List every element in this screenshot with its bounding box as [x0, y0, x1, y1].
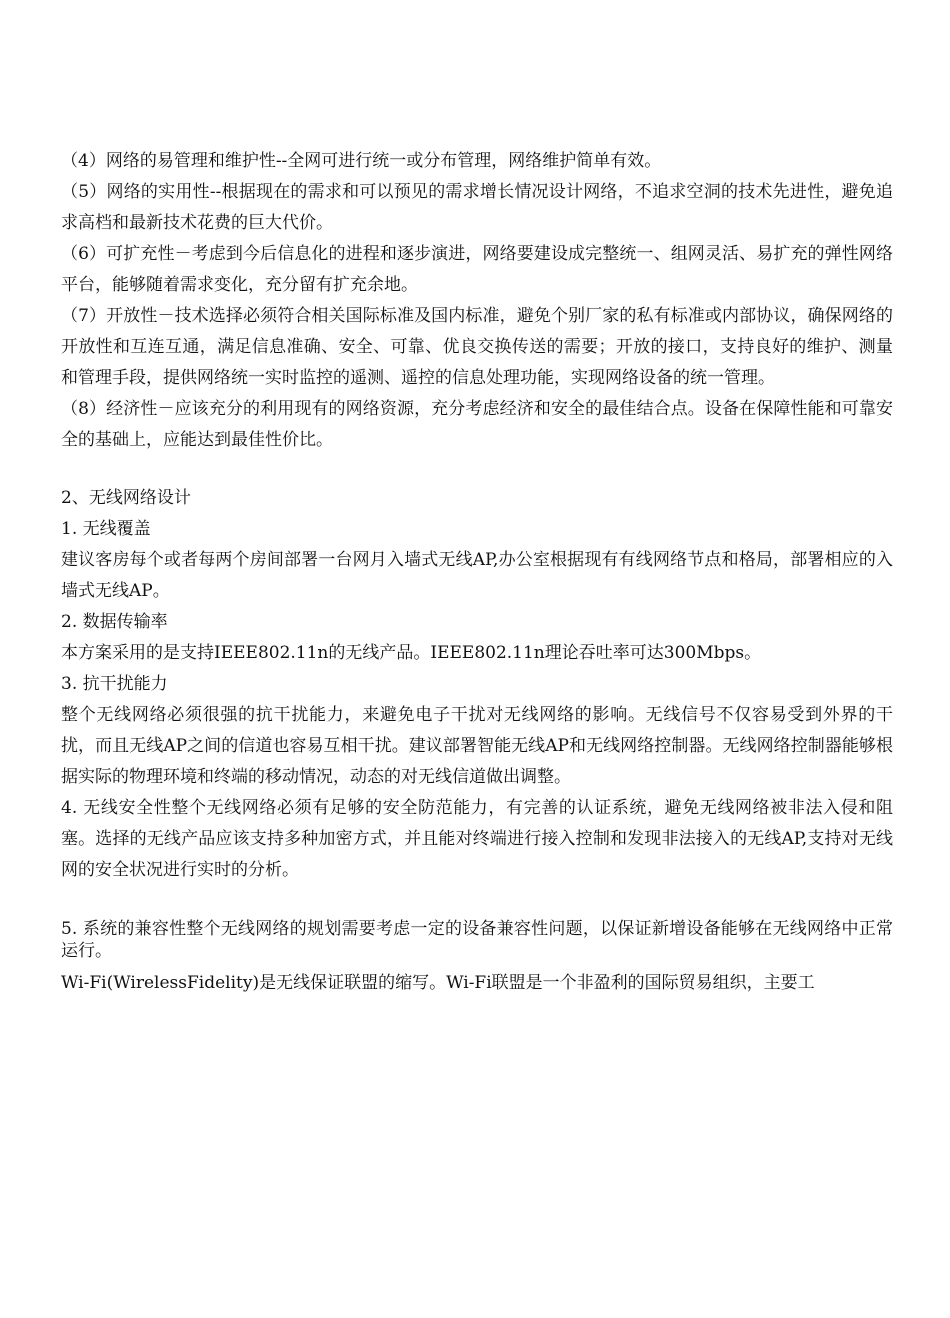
paragraph-wireless-coverage: 建议客房每个或者每两个房间部署一台网月入墙式无线AP,办公室根据现有有线网络节点和格局，部署相应的入墙式无线AP。 — [61, 550, 893, 601]
heading-wireless-coverage: 1. 无线覆盖 — [61, 519, 151, 539]
paragraph-interference: 整个无线网络必须很强的抗干扰能力，来避免电子干扰对无线网络的影响。无线信号不仅容易受到外界的干扰，而且无线AP之间的信道也容易互相干扰。建议部署智能无线AP和无线网络控制器。无线网络控制器能够根据实际的物理环境和终端的移动情况，动态的对无线信道做出调整。 — [61, 705, 893, 787]
document-page — [61, 146, 893, 999]
heading-data-rate: 2. 数据传输率 — [61, 612, 168, 632]
paragraph-wireless-security: 4. 无线安全性整个无线网络必须有足够的安全防范能力，有完善的认证系统，避免无线网络被非法入侵和阻塞。选择的无线产品应该支持多种加密方式，并且能对终端进行接入控制和发现非法接入的无线AP,支持对无线网的安全状况进行实时的分析。 — [61, 798, 893, 880]
paragraph-data-rate: 本方案采用的是支持IEEE802.11n的无线产品。IEEE802.11n理论吞吐率可达300Mbps。 — [61, 643, 762, 663]
section-title-wireless-design: 2、无线网络设计 — [61, 488, 191, 508]
spacer — [61, 456, 893, 483]
paragraph-wifi-definition: Wi-Fi(WirelessFidelity)是无线保证联盟的缩写。Wi-Fi联盟是一个非盈利的国际贸易组织，主要工 — [61, 973, 815, 993]
paragraph-manageability: （4）网络的易管理和维护性--全网可进行统一或分布管理，网络维护简单有效。 — [61, 151, 662, 171]
paragraph-scalability: （6）可扩充性－考虑到今后信息化的进程和逐步演进，网络要建设成完整统一、组网灵活、易扩充的弹性网络平台，能够随着需求变化，充分留有扩充余地。 — [61, 244, 893, 295]
heading-interference: 3. 抗干扰能力 — [61, 674, 168, 694]
spacer — [61, 886, 893, 918]
paragraph-practicality: （5）网络的实用性--根据现在的需求和可以预见的需求增长情况设计网络，不追求空洞的技术先进性，避免追求高档和最新技术花费的巨大代价。 — [61, 182, 893, 233]
paragraph-openness: （7）开放性－技术选择必须符合相关国际标准及国内标准，避免个别厂家的私有标准或内部协议，确保网络的开放性和互连互通，满足信息准确、安全、可靠、优良交换传送的需要；开放的接口，支持良好的维护、测量和管理手段，提供网络统一实时监控的遥测、遥控的信息处理功能，实现网络设备的统一管理。 — [61, 306, 893, 388]
paragraph-compatibility: 5. 系统的兼容性整个无线网络的规划需要考虑一定的设备兼容性问题，以保证新增设备能够在无线网络中正常运行。 — [61, 919, 893, 961]
paragraph-economy: （8）经济性－应该充分的利用现有的网络资源，充分考虑经济和安全的最佳结合点。设备在保障性能和可靠安全的基础上，应能达到最佳性价比。 — [61, 399, 893, 450]
